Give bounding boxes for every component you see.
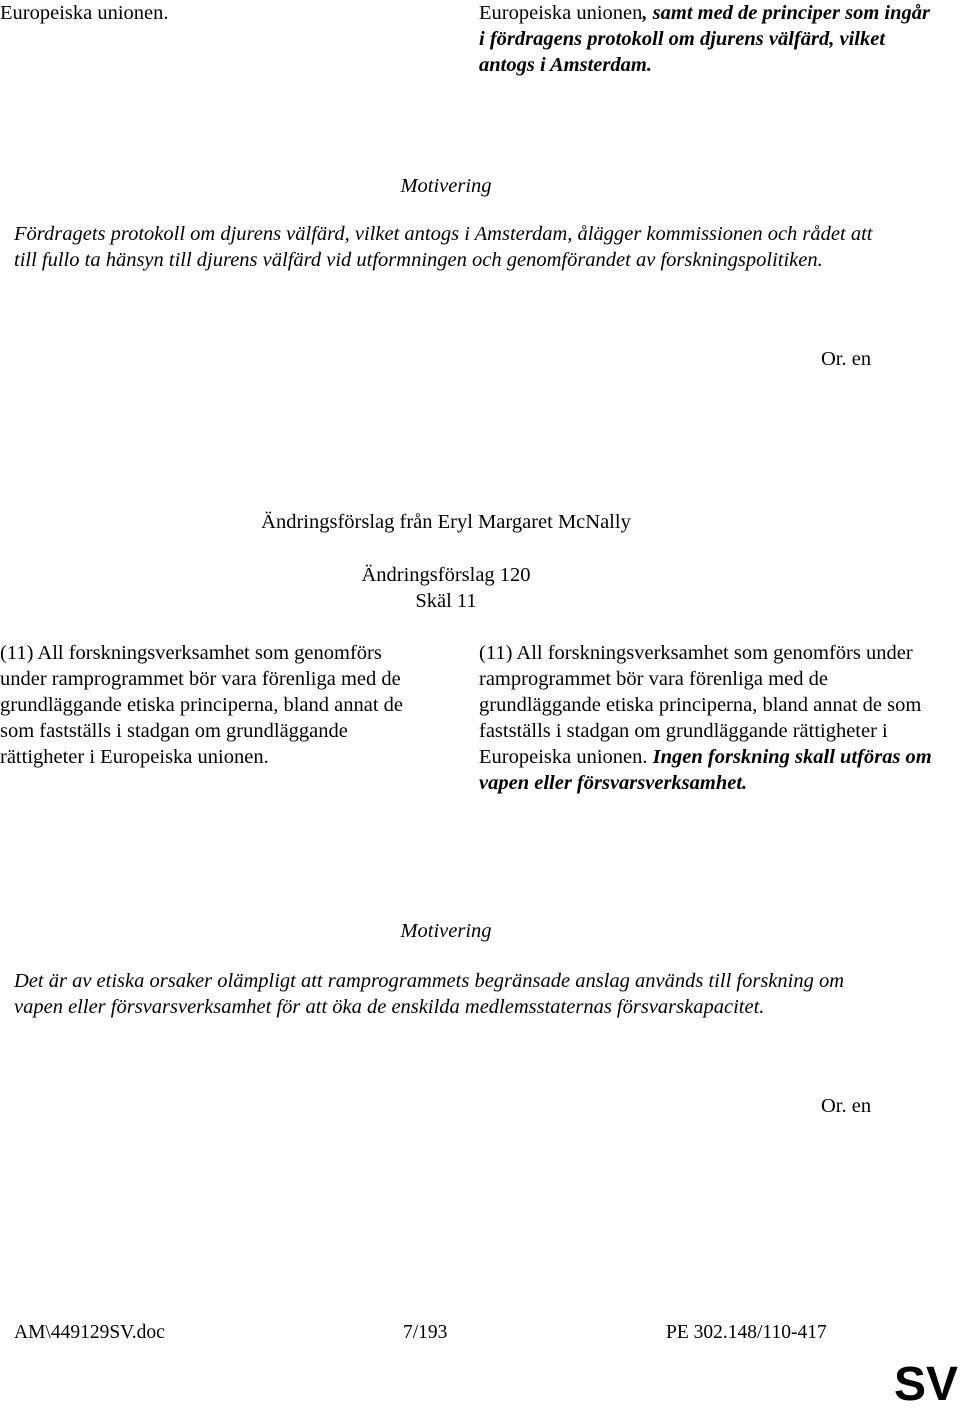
justification-heading: Motivering: [400, 920, 492, 942]
footer-document-reference: AM\449129SV.doc: [14, 1322, 165, 1343]
previous-left-column-end: Europeiska unionen.: [0, 2, 169, 24]
amendment-number: Ändringsförslag 120: [361, 564, 531, 586]
footer-pe-reference: PE 302.148/110-417: [666, 1322, 827, 1343]
justification-heading: Motivering: [400, 175, 492, 197]
amendment-reference: Skäl 11: [415, 590, 477, 612]
previous-right-plain-text: Europeiska unionen: [479, 2, 643, 24]
justification-text: Fördragets protokoll om djurens välfärd, vilket antogs i Amsterdam, ålägger kommissionen och rådet att till fullo ta hänsyn till djurens välfärd vid utformningen och genomförandet av forskningspolitiken.: [14, 223, 873, 271]
previous-right-column-end: [479, 0, 939, 78]
amendment-author: Ändringsförslag från Eryl Margaret McNally: [261, 511, 631, 533]
amended-text-addition: Ingen forskning skall utföras om vapen eller försvarsverksamhet.: [479, 746, 932, 794]
justification-text: Det är av etiska orsaker olämpligt att ramprogrammets begränsade anslag används till forskning om vapen eller försvarsverksamhet för att öka de enskilda medlemsstaternas försvarskapacitet.: [14, 970, 845, 1018]
original-language-note: Or. en: [821, 1095, 872, 1117]
footer-page-number: 7/193: [403, 1322, 448, 1343]
amended-text-column: [479, 640, 939, 796]
original-text-column: (11) All forskningsverksamhet som genomförs under ramprogrammet bör vara förenliga med de grundläggande etiska principerna, bland annat de som fastställs i stadgan om grundläggande rättigheter i Europeiska unionen.: [0, 642, 404, 768]
language-code: SV: [893, 1358, 958, 1411]
original-language-note: Or. en: [821, 348, 872, 370]
previous-right-amendment-text: , samt med de principer som ingår i fördragens protokoll om djurens välfärd, vilket antogs i Amsterdam.: [479, 2, 930, 76]
amended-text-unchanged: (11) All forskningsverksamhet som genomförs under ramprogrammet bör vara förenliga med de grundläggande etiska principerna, bland annat de som fastställs i stadgan om grundläggande rättigheter i Europeiska unionen.: [479, 642, 922, 768]
